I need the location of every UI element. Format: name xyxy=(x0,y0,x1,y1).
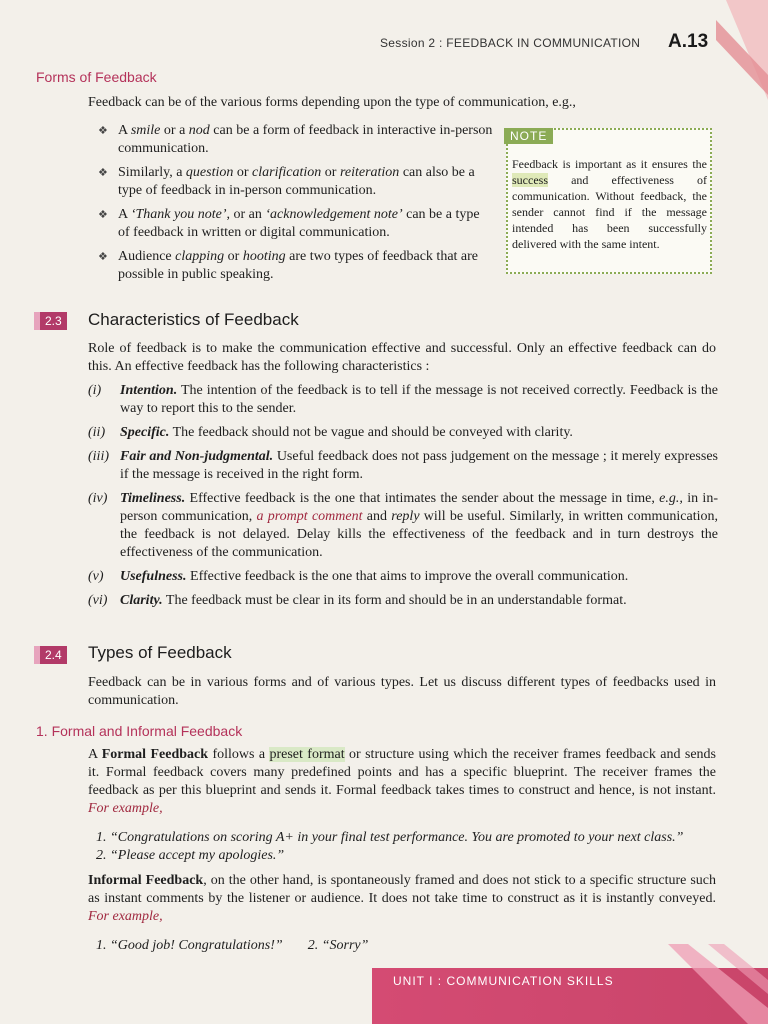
characteristics-intro: Role of feedback is to make the communication effective and successful. Only an effective feedback can do this. An effective feedback has the following characteristics : xyxy=(88,341,716,374)
note-text: Feedback is important as it ensures the success and effectiveness of communication. Without feedback, the sender cannot find if the message intended has been successfully delivered with the same intent. xyxy=(512,157,707,251)
note-tag: NOTE xyxy=(504,128,553,144)
forms-bullet-list xyxy=(98,122,493,290)
list-item: ❖ Audience clapping or hooting are two types of feedback that are possible in public speaking. xyxy=(98,249,479,282)
section-title-characteristics: Characteristics of Feedback xyxy=(88,310,299,329)
formal-feedback-paragraph: A Formal Feedback follows a preset format or structure using which the receiver frames feedback and sends it. Formal feedback covers many predefined points and has a specific blueprint. The receiver frames the feedback as per this blueprint and sends it. Formal feedback takes times to construct and hence, is not instant. For example, xyxy=(88,747,716,816)
list-item: 2. “Please accept my apologies.” xyxy=(96,848,285,863)
footer-unit-title: UNIT I : COMMUNICATION SKILLS xyxy=(393,974,614,988)
list-item: (ii) Specific. The feedback should not be vague and should be conveyed with clarity. xyxy=(88,425,573,440)
formal-examples-list xyxy=(96,829,726,865)
footer-stripes-graphic xyxy=(648,944,768,1024)
forms-of-feedback-heading: Forms of Feedback xyxy=(36,69,157,85)
corner-ribbon-graphic xyxy=(716,0,768,110)
informal-feedback-paragraph: Informal Feedback, on the other hand, is spontaneously framed and does not stick to a specific structure such as instant comments by the listener or audience. It does not take time to construct as it is instantly conveyed. For example, xyxy=(88,873,717,924)
header-session-title: Session 2 : FEEDBACK IN COMMUNICATION xyxy=(380,36,641,50)
list-item: (iii) Fair and Non-judgmental. Useful feedback does not pass judgement on the message ; it merely expresses if the message is received in the right form. xyxy=(88,449,718,482)
list-item: (vi) Clarity. The feedback must be clear in its form and should be in an understandable format. xyxy=(88,593,627,608)
informal-examples-list xyxy=(96,938,368,954)
diamond-bullet-icon: ❖ xyxy=(98,251,108,263)
list-item: (v) Usefulness. Effective feedback is the one that aims to improve the overall communication. xyxy=(88,569,629,584)
page-number: A.13 xyxy=(668,31,709,52)
characteristics-list xyxy=(88,382,718,616)
list-item: ❖ Similarly, a question or clarification or reiteration can also be a type of feedback in in-person communication. xyxy=(98,165,475,198)
diamond-bullet-icon: ❖ xyxy=(98,209,108,221)
list-item: (iv) Timeliness. Effective feedback is the one that intimates the sender about the message in time, e.g., in in-person communication, a prompt comment and reply will be useful. Similarly, in written communication, the feedback is not delayed. Delay kills the effectiveness of the feedback and in turn destroys the effectiveness of the communication. xyxy=(88,491,719,560)
subheading-formal-informal: 1. Formal and Informal Feedback xyxy=(36,723,243,739)
list-item: (i) Intention. The intention of the feedback is to tell if the message is not received correctly. Feedback is the way to report this to the sender. xyxy=(88,383,718,416)
section-title-types: Types of Feedback xyxy=(88,643,232,662)
section-badge-2-3: 2.3 xyxy=(34,312,67,330)
list-item: 1. “Good job! Congratulations!” xyxy=(96,938,283,953)
section-badge-2-4: 2.4 xyxy=(34,646,67,664)
list-item: 1. “Congratulations on scoring A+ in your final test performance. You are promoted to your next class.” xyxy=(96,830,684,845)
types-intro: Feedback can be in various forms and of various types. Let us discuss different types of feedbacks used in communication. xyxy=(88,675,716,708)
list-item: 2. “Sorry” xyxy=(307,938,369,953)
diamond-bullet-icon: ❖ xyxy=(98,167,108,179)
forms-intro-paragraph: Feedback can be of the various forms depending upon the type of communication, e.g., xyxy=(88,95,576,110)
list-item: ❖ A ‘Thank you note’, or an ‘acknowledgement note’ can be a type of feedback in written or digital communication. xyxy=(98,207,480,240)
diamond-bullet-icon: ❖ xyxy=(98,125,108,137)
list-item: ❖ A smile or a nod can be a form of feedback in interactive in-person communication. xyxy=(98,123,493,156)
